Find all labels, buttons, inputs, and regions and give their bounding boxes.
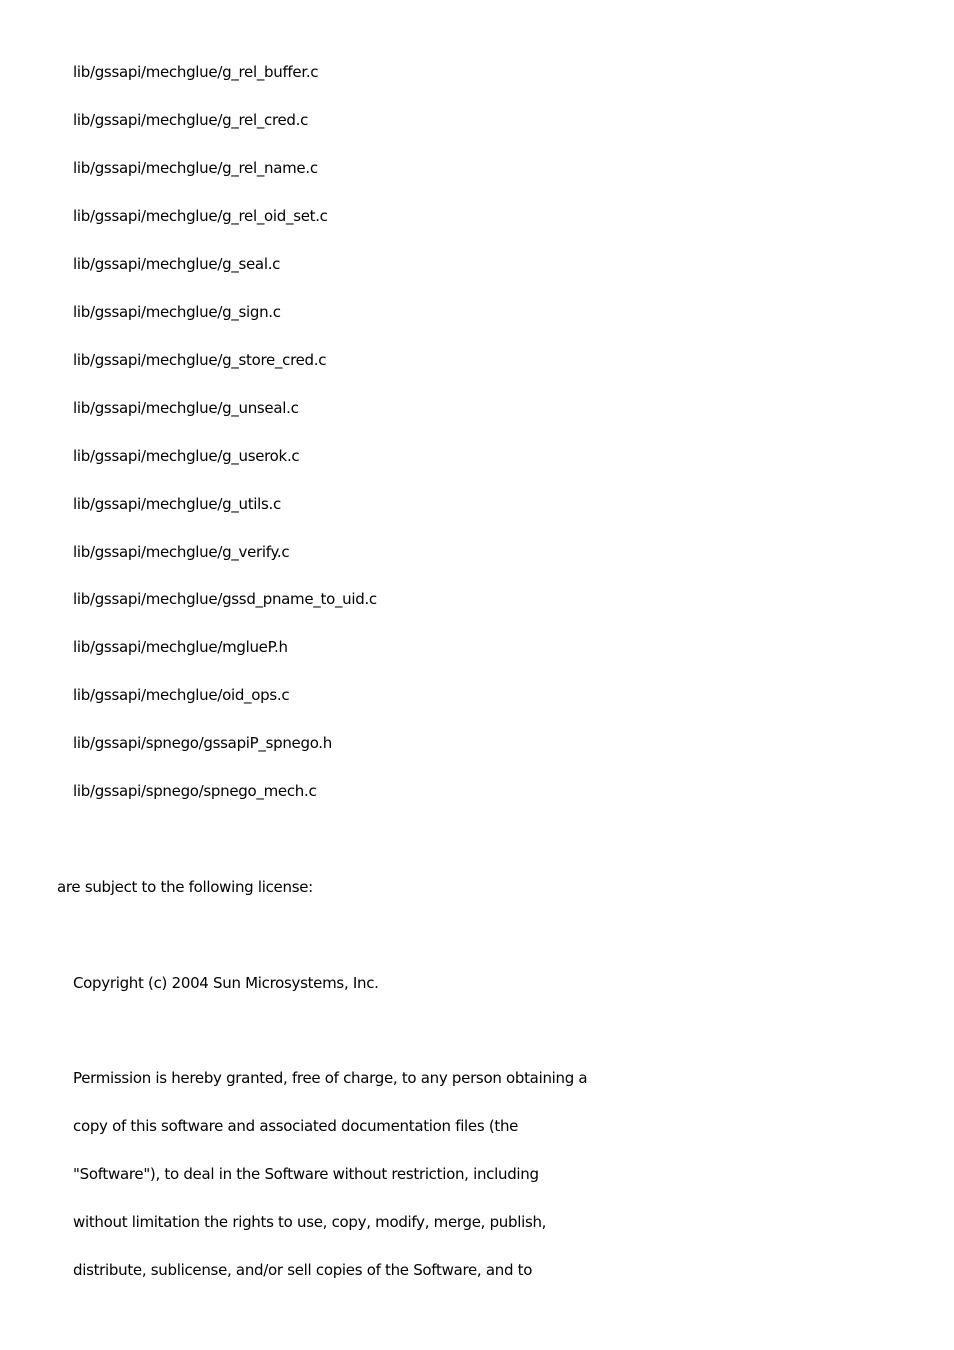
permission-line: Permission is hereby granted, free of charge, to any person obtaining a xyxy=(73,1069,588,1087)
file-path-line: lib/gssapi/mechglue/g_sign.c xyxy=(73,303,281,321)
file-path-line: lib/gssapi/mechglue/oid_ops.c xyxy=(73,686,290,704)
copyright-notice: Copyright (c) 2004 Sun Microsystems, Inc. xyxy=(73,974,379,992)
file-path-line: lib/gssapi/mechglue/g_verify.c xyxy=(73,543,290,561)
file-path-line: lib/gssapi/mechglue/g_utils.c xyxy=(73,495,281,513)
file-path-line: lib/gssapi/mechglue/g_unseal.c xyxy=(73,399,299,417)
file-path-line: lib/gssapi/mechglue/g_rel_cred.c xyxy=(73,111,309,129)
file-path-line: lib/gssapi/mechglue/g_rel_name.c xyxy=(73,159,318,177)
file-path-line: lib/gssapi/spnego/spnego_mech.c xyxy=(73,782,317,800)
file-path-line: lib/gssapi/mechglue/g_store_cred.c xyxy=(73,351,327,369)
file-path-line: lib/gssapi/spnego/gssapiP_spnego.h xyxy=(73,734,332,752)
file-path-line: lib/gssapi/mechglue/gssd_pname_to_uid.c xyxy=(73,590,377,608)
file-path-line: lib/gssapi/mechglue/g_rel_buffer.c xyxy=(73,63,319,81)
permission-line: distribute, sublicense, and/or sell copies of the Software, and to xyxy=(73,1261,533,1279)
permission-line: without limitation the rights to use, copy, modify, merge, publish, xyxy=(73,1213,547,1231)
permission-line: "Software"), to deal in the Software without restriction, including xyxy=(73,1165,539,1183)
permission-line: copy of this software and associated documentation files (the xyxy=(73,1117,519,1135)
file-path-line: lib/gssapi/mechglue/g_userok.c xyxy=(73,447,300,465)
file-path-line: lib/gssapi/mechglue/g_seal.c xyxy=(73,255,281,273)
license-intro: are subject to the following license: xyxy=(57,878,313,896)
file-path-line: lib/gssapi/mechglue/g_rel_oid_set.c xyxy=(73,207,328,225)
file-path-line: lib/gssapi/mechglue/mglueP.h xyxy=(73,638,288,656)
